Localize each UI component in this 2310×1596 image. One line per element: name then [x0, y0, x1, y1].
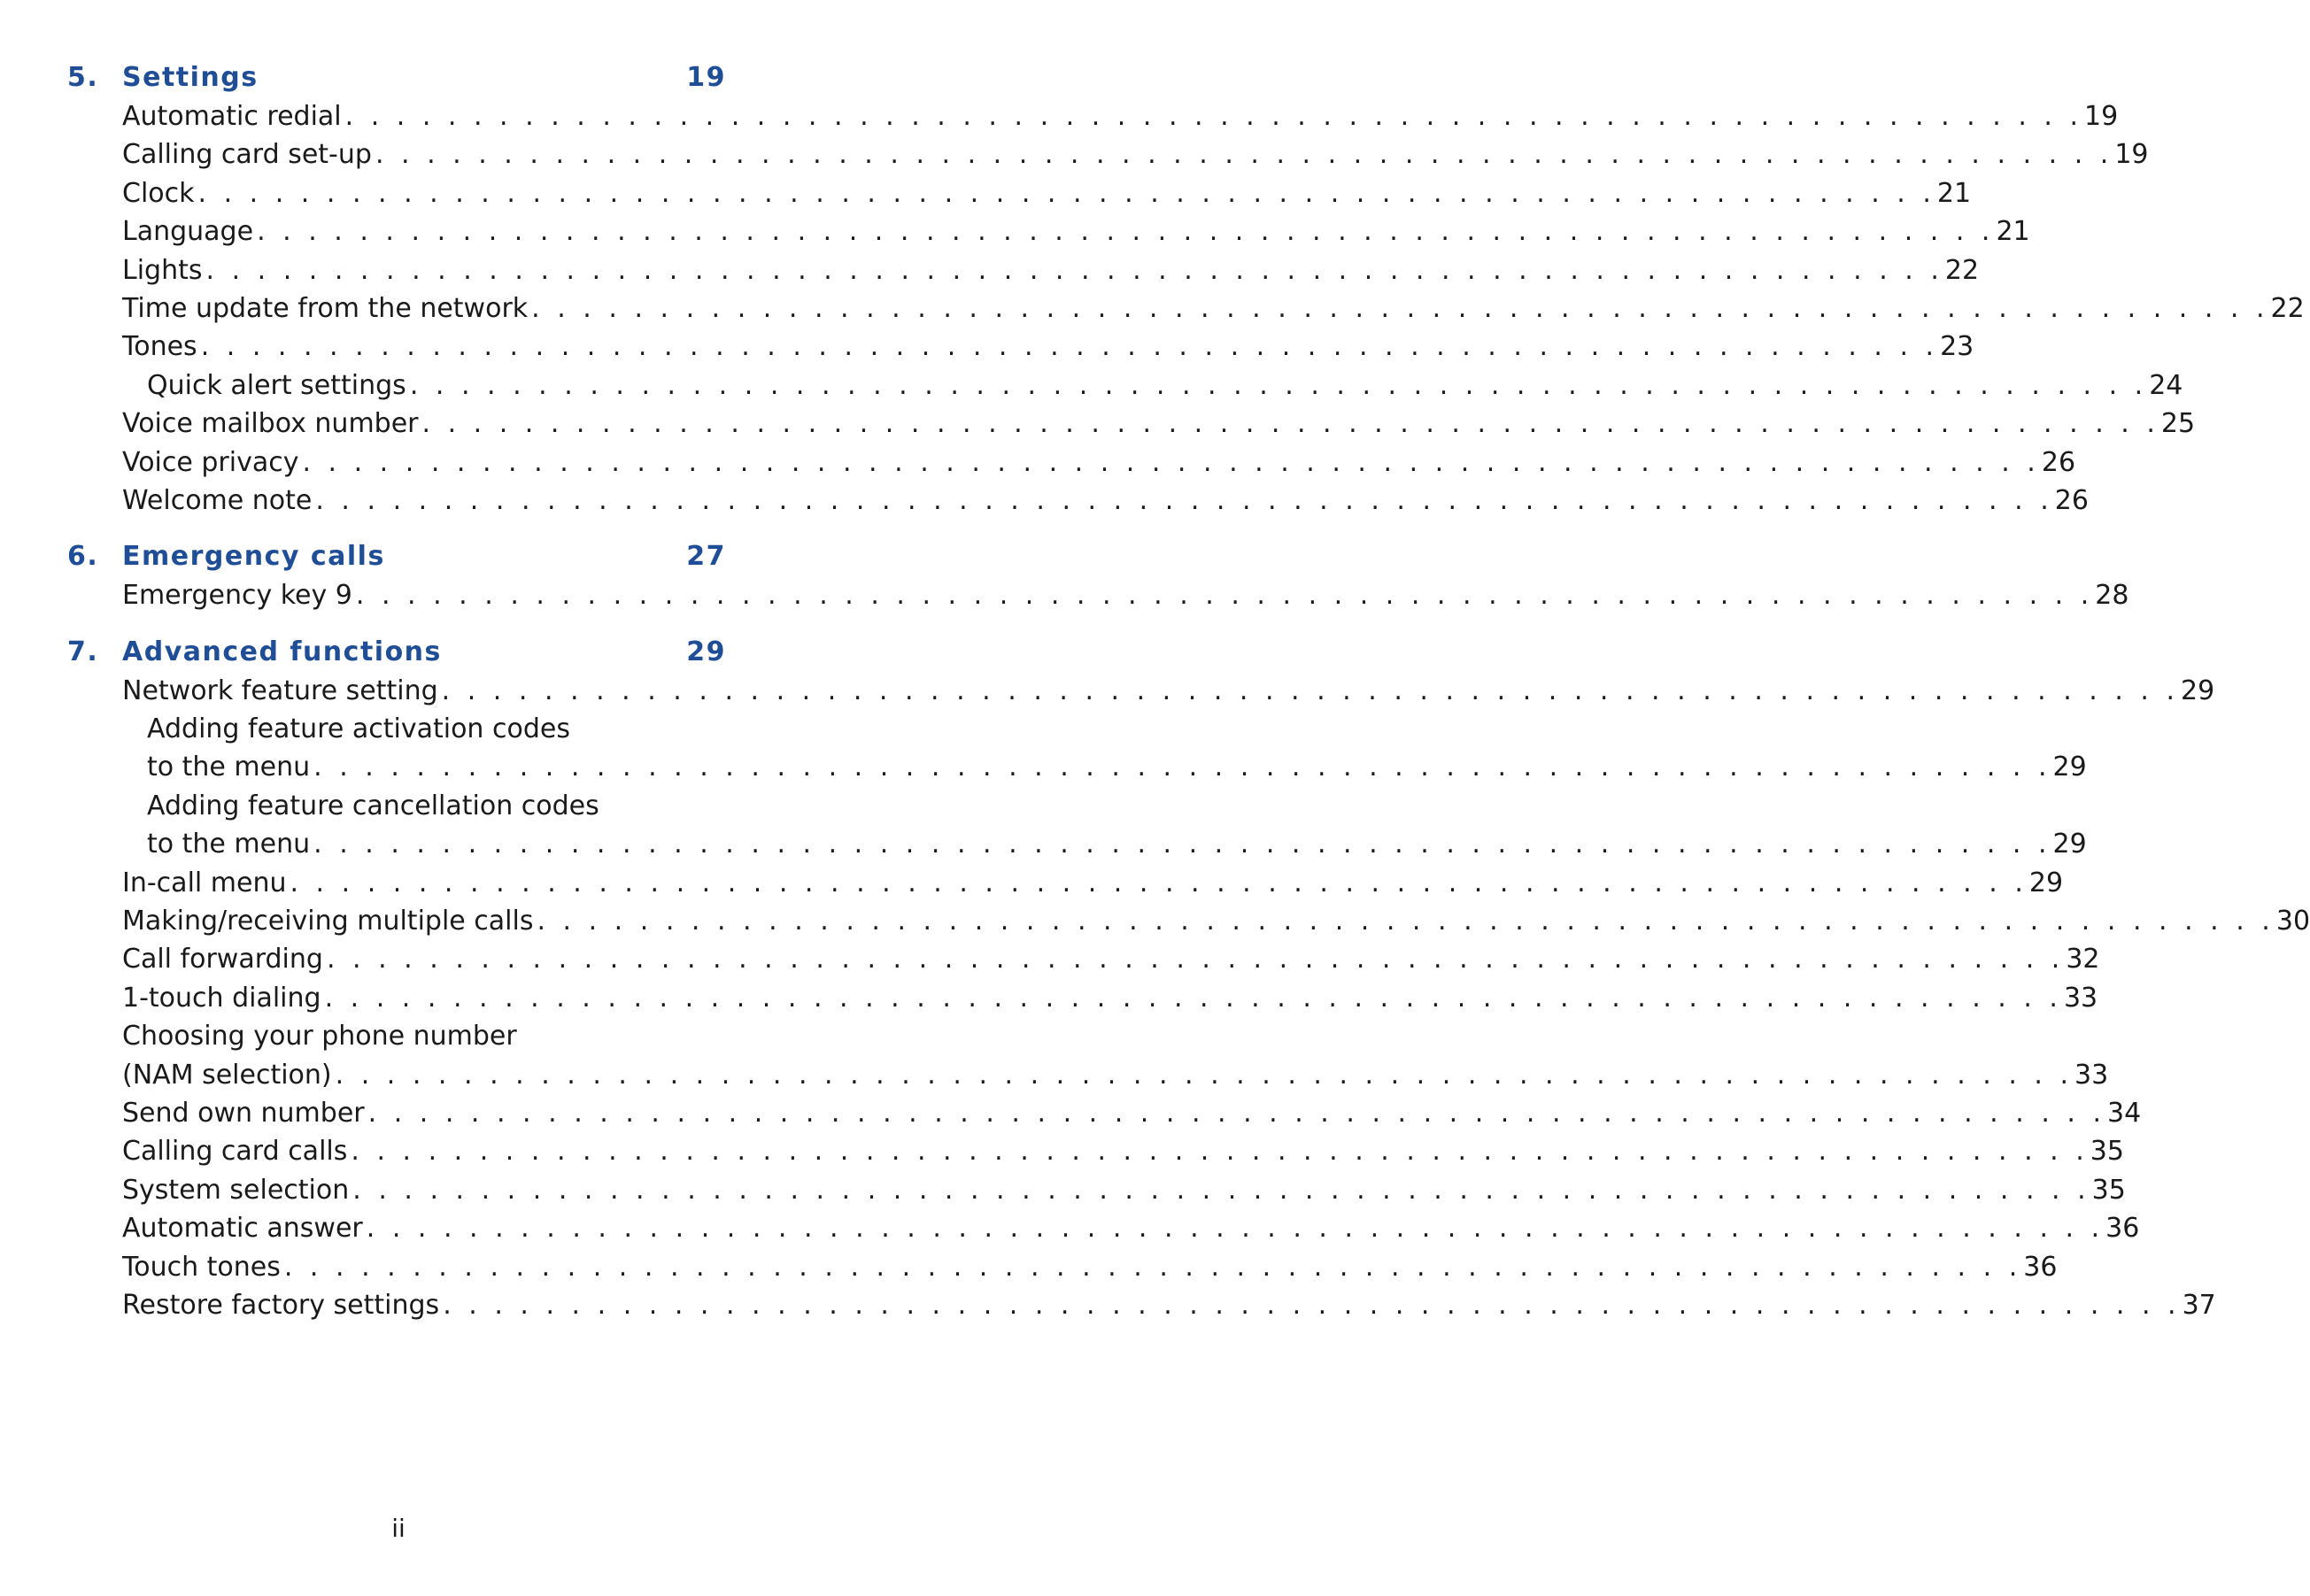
- dot-leader: . . . . . . . . . . . . . . . . . . . . . . . . . . . . . . . . . . . . . . . . . . . . . . . . . . . . . . . . . . . . . . . . . . . .: [367, 1098, 2106, 1130]
- toc-entry[interactable]: [147, 787, 2087, 864]
- toc-entry-label: Quick alert settings: [147, 369, 406, 401]
- section-number: 5.: [67, 62, 99, 93]
- dot-leader: . . . . . . . . . . . . . . . . . . . . . . . . . . . . . . . . . . . . . . . . . . . . . . . . . . . . . . . . . . . . . . . . . . . .: [315, 484, 2053, 516]
- toc-entry-label: Emergency key 9: [122, 580, 352, 612]
- toc-entry-page-number: 21: [1936, 177, 1972, 209]
- toc-entry-label: Send own number: [122, 1098, 365, 1130]
- toc-entry-page-number: 25: [2160, 408, 2196, 440]
- dot-leader: . . . . . . . . . . . . . . . . . . . . . . . . . . . . . . . . . . . . . . . . . . . . . . . . . . . . . . . . . . . . . . . . . . . .: [197, 177, 1935, 209]
- toc-entry[interactable]: [122, 979, 2098, 1017]
- toc-entry-page-number: 34: [2107, 1098, 2142, 1130]
- toc-entry[interactable]: [122, 174, 1972, 212]
- toc-entry-page-number: 28: [2095, 580, 2129, 612]
- toc-entry-label: Touch tones: [122, 1251, 281, 1283]
- toc-entry[interactable]: [122, 405, 2196, 443]
- toc-entry-page-number: 36: [2105, 1213, 2140, 1245]
- toc-entry-label: to the menu: [147, 829, 311, 860]
- toc-entry-label: Calling card set-up: [122, 139, 372, 171]
- dot-leader: . . . . . . . . . . . . . . . . . . . . . . . . . . . . . . . . . . . . . . . . . . . . . . . . . . . . . . . . . . . . . . . . . . . .: [409, 369, 2148, 401]
- toc-entry-row: [122, 1171, 2126, 1209]
- table-of-contents: [0, 58, 2310, 1342]
- dot-leader: . . . . . . . . . . . . . . . . . . . . . . . . . . . . . . . . . . . . . . . . . . . . . . . . . . . . . . . . . . . . . . . . . . . .: [313, 752, 2051, 783]
- toc-entry-page-number: 35: [2091, 1174, 2126, 1206]
- dot-leader: . . . . . . . . . . . . . . . . . . . . . . . . . . . . . . . . . . . . . . . . . . . . . . . . . . . . . . . . . . . . . . . . . . . .: [366, 1213, 2105, 1245]
- section-heading[interactable]: [0, 633, 845, 672]
- toc-entry-row: [147, 748, 2087, 786]
- dot-leader: . . . . . . . . . . . . . . . . . . . . . . . . . . . . . . . . . . . . . . . . . . . . . . . . . . . . . . . . . . . . . . . . . . . .: [352, 1174, 2090, 1206]
- toc-entry-page-number: 33: [2074, 1059, 2109, 1091]
- dot-leader: . . . . . . . . . . . . . . . . . . . . . . . . . . . . . . . . . . . . . . . . . . . . . . . . . . . . . . . . . . . . . . . . . . . .: [335, 1059, 2074, 1091]
- toc-entry-label: Network feature setting: [122, 675, 438, 706]
- toc-entry-page-number: 24: [2149, 369, 2183, 401]
- toc-entry-page-number: 33: [2063, 982, 2098, 1014]
- toc-entry-row: [122, 443, 2076, 482]
- toc-entry[interactable]: [122, 251, 1980, 289]
- section-page-number: 27: [686, 541, 726, 573]
- toc-entry-page-number: 22: [2270, 292, 2305, 324]
- toc-entry-page-number: 19: [2084, 101, 2119, 132]
- dot-leader: . . . . . . . . . . . . . . . . . . . . . . . . . . . . . . . . . . . . . . . . . . . . . . . . . . . . . . . . . . . . . . . . . . . .: [257, 216, 1995, 248]
- toc-entry-row: [147, 825, 2087, 863]
- toc-entry-page-number: 29: [2052, 752, 2087, 783]
- dot-leader: . . . . . . . . . . . . . . . . . . . . . . . . . . . . . . . . . . . . . . . . . . . . . . . . . . . . . . . . . . . . . . . . . . . .: [531, 292, 2269, 324]
- toc-entry-row: [122, 97, 2119, 135]
- dot-leader: . . . . . . . . . . . . . . . . . . . . . . . . . . . . . . . . . . . . . . . . . . . . . . . . . . . . . . . . . . . . . . . . . . . .: [355, 580, 2094, 612]
- toc-entry-label: Welcome note: [122, 484, 313, 516]
- toc-entry[interactable]: [122, 443, 2076, 482]
- toc-entry-row: [122, 979, 2098, 1017]
- section-page-number: 29: [686, 636, 726, 667]
- toc-entry[interactable]: [122, 864, 2064, 902]
- toc-entry-page-number: 29: [2052, 829, 2087, 860]
- toc-entry-row: [122, 328, 1974, 366]
- toc-entry[interactable]: [122, 212, 2030, 251]
- toc-entry-label: Call forwarding: [122, 944, 323, 975]
- toc-entry[interactable]: [122, 576, 2129, 614]
- toc-entry-label: Calling card calls: [122, 1136, 348, 1168]
- toc-entry-label: System selection: [122, 1174, 350, 1206]
- toc-entry-page-number: 29: [2181, 675, 2215, 706]
- section-title: Advanced functions: [122, 636, 442, 667]
- toc-entry-label: Making/receiving multiple calls: [122, 906, 534, 937]
- toc-entry[interactable]: [147, 366, 2183, 405]
- toc-entry-label: Tones: [122, 331, 197, 363]
- toc-entry-row: [122, 135, 2149, 173]
- section-heading[interactable]: [0, 537, 845, 576]
- toc-entry-row: [122, 902, 2310, 940]
- dot-leader: . . . . . . . . . . . . . . . . . . . . . . . . . . . . . . . . . . . . . . . . . . . . . . . . . . . . . . . . . . . . . . . . . . . .: [441, 675, 2180, 706]
- toc-entry-label: Lights: [122, 254, 203, 286]
- toc-entry-label: Language: [122, 216, 254, 248]
- section-number: 7.: [67, 636, 99, 667]
- toc-entry-row: [122, 1132, 2124, 1170]
- toc-entry-label: Restore factory settings: [122, 1289, 440, 1321]
- toc-entry[interactable]: [122, 97, 2119, 135]
- dot-leader: . . . . . . . . . . . . . . . . . . . . . . . . . . . . . . . . . . . . . . . . . . . . . . . . . . . . . . . . . . . . . . . . . . . .: [537, 906, 2275, 937]
- toc-entry-row: [122, 1286, 2216, 1324]
- toc-entry-page-number: 23: [1940, 331, 1974, 363]
- toc-entry[interactable]: [122, 902, 2310, 940]
- dot-leader: . . . . . . . . . . . . . . . . . . . . . . . . . . . . . . . . . . . . . . . . . . . . . . . . . . . . . . . . . . . . . . . . . . . .: [205, 254, 1943, 286]
- section-number: 6.: [67, 541, 99, 573]
- toc-entry-page-number: 32: [2066, 944, 2100, 975]
- toc-entry-label-line: Adding feature cancellation codes: [147, 790, 599, 821]
- toc-entry-row: [122, 174, 1972, 212]
- toc-entry-row: [122, 864, 2064, 902]
- toc-entry-row: [122, 1094, 2142, 1132]
- dot-leader: . . . . . . . . . . . . . . . . . . . . . . . . . . . . . . . . . . . . . . . . . . . . . . . . . . . . . . . . . . . . . . . . . . . .: [344, 101, 2083, 132]
- toc-entry-page-number: 19: [2114, 139, 2149, 171]
- toc-entry-page-number: 29: [2028, 867, 2064, 898]
- toc-entry[interactable]: [122, 289, 2305, 328]
- toc-entry[interactable]: [122, 1132, 2124, 1170]
- toc-entry-row: [122, 1056, 2109, 1094]
- toc-entry[interactable]: [122, 1209, 2140, 1247]
- toc-entry-label: to the menu: [147, 752, 311, 783]
- toc-entry-row: [122, 940, 2100, 978]
- toc-entry-row: [122, 1209, 2140, 1247]
- page-number: ii: [391, 1514, 406, 1543]
- dot-leader: . . . . . . . . . . . . . . . . . . . . . . . . . . . . . . . . . . . . . . . . . . . . . . . . . . . . . . . . . . . . . . . . . . . .: [283, 1251, 2022, 1283]
- toc-entry-label: (NAM selection): [122, 1059, 332, 1091]
- dot-leader: . . . . . . . . . . . . . . . . . . . . . . . . . . . . . . . . . . . . . . . . . . . . . . . . . . . . . . . . . . . . . . . . . . . .: [290, 867, 2028, 898]
- toc-entry-row: [122, 1248, 2058, 1286]
- toc-entry[interactable]: [122, 1171, 2126, 1209]
- toc-entry-label: Voice privacy: [122, 446, 299, 478]
- toc-entry-page-number: 21: [1996, 216, 2030, 248]
- toc-entry-row: [122, 672, 2215, 710]
- toc-entry-row: [122, 482, 2089, 520]
- toc-entry-row: [122, 251, 1980, 289]
- toc-entry-page-number: 37: [2182, 1289, 2216, 1321]
- toc-entry[interactable]: [122, 1286, 2216, 1324]
- dot-leader: . . . . . . . . . . . . . . . . . . . . . . . . . . . . . . . . . . . . . . . . . . . . . . . . . . . . . . . . . . . . . . . . . . . .: [200, 331, 1939, 363]
- toc-entry[interactable]: [122, 482, 2089, 520]
- toc-section: [0, 58, 2305, 520]
- toc-entry[interactable]: [122, 328, 1974, 366]
- toc-entry-row: [122, 289, 2305, 328]
- toc-entry-page-number: 26: [2054, 484, 2089, 516]
- toc-entry[interactable]: [122, 135, 2149, 173]
- toc-entry-row: [122, 212, 2030, 251]
- dot-leader: . . . . . . . . . . . . . . . . . . . . . . . . . . . . . . . . . . . . . . . . . . . . . . . . . . . . . . . . . . . . . . . . . . . .: [324, 982, 2062, 1014]
- toc-entry-row: [147, 366, 2183, 405]
- dot-leader: . . . . . . . . . . . . . . . . . . . . . . . . . . . . . . . . . . . . . . . . . . . . . . . . . . . . . . . . . . . . . . . . . . . .: [443, 1289, 2181, 1321]
- toc-entry-page-number: 36: [2023, 1251, 2058, 1283]
- dot-leader: . . . . . . . . . . . . . . . . . . . . . . . . . . . . . . . . . . . . . . . . . . . . . . . . . . . . . . . . . . . . . . . . . . . .: [375, 139, 2113, 171]
- toc-entry[interactable]: [122, 1094, 2142, 1132]
- toc-entry-label-line: Adding feature activation codes: [147, 713, 570, 745]
- dot-leader: . . . . . . . . . . . . . . . . . . . . . . . . . . . . . . . . . . . . . . . . . . . . . . . . . . . . . . . . . . . . . . . . . . . .: [326, 944, 2065, 975]
- toc-entry[interactable]: [122, 940, 2100, 978]
- toc-entry-label-line: Choosing your phone number: [122, 1021, 517, 1052]
- toc-entry-row: [122, 576, 2129, 614]
- dot-leader: . . . . . . . . . . . . . . . . . . . . . . . . . . . . . . . . . . . . . . . . . . . . . . . . . . . . . . . . . . . . . . . . . . . .: [351, 1136, 2089, 1168]
- toc-entry-label: Automatic answer: [122, 1213, 363, 1245]
- toc-entry[interactable]: [147, 710, 2087, 787]
- toc-entry-label: Voice mailbox number: [122, 408, 419, 440]
- section-page-number: 19: [686, 62, 726, 93]
- toc-entry-row: [122, 405, 2196, 443]
- toc-section: [0, 537, 2129, 614]
- toc-entry-page-number: 35: [2090, 1136, 2124, 1168]
- section-heading[interactable]: [0, 58, 845, 97]
- toc-section: [0, 633, 2310, 1325]
- toc-entry-page-number: 26: [2041, 446, 2076, 478]
- dot-leader: . . . . . . . . . . . . . . . . . . . . . . . . . . . . . . . . . . . . . . . . . . . . . . . . . . . . . . . . . . . . . . . . . . . .: [302, 446, 2040, 478]
- dot-leader: . . . . . . . . . . . . . . . . . . . . . . . . . . . . . . . . . . . . . . . . . . . . . . . . . . . . . . . . . . . . . . . . . . . .: [421, 408, 2159, 440]
- section-title: Emergency calls: [122, 541, 385, 573]
- toc-entry-label: Clock: [122, 177, 195, 209]
- toc-entry-page-number: 30: [2275, 906, 2310, 937]
- toc-entry[interactable]: [122, 1248, 2058, 1286]
- toc-entry[interactable]: [122, 672, 2215, 710]
- toc-entry-label: In-call menu: [122, 867, 287, 898]
- toc-entry[interactable]: [122, 1017, 2109, 1094]
- toc-entry-page-number: 22: [1944, 254, 1980, 286]
- dot-leader: . . . . . . . . . . . . . . . . . . . . . . . . . . . . . . . . . . . . . . . . . . . . . . . . . . . . . . . . . . . . . . . . . . . .: [313, 829, 2051, 860]
- section-title: Settings: [122, 62, 259, 93]
- toc-entry-label: Automatic redial: [122, 101, 342, 132]
- toc-entry-label: 1-touch dialing: [122, 982, 321, 1014]
- toc-entry-label: Time update from the network: [122, 292, 529, 324]
